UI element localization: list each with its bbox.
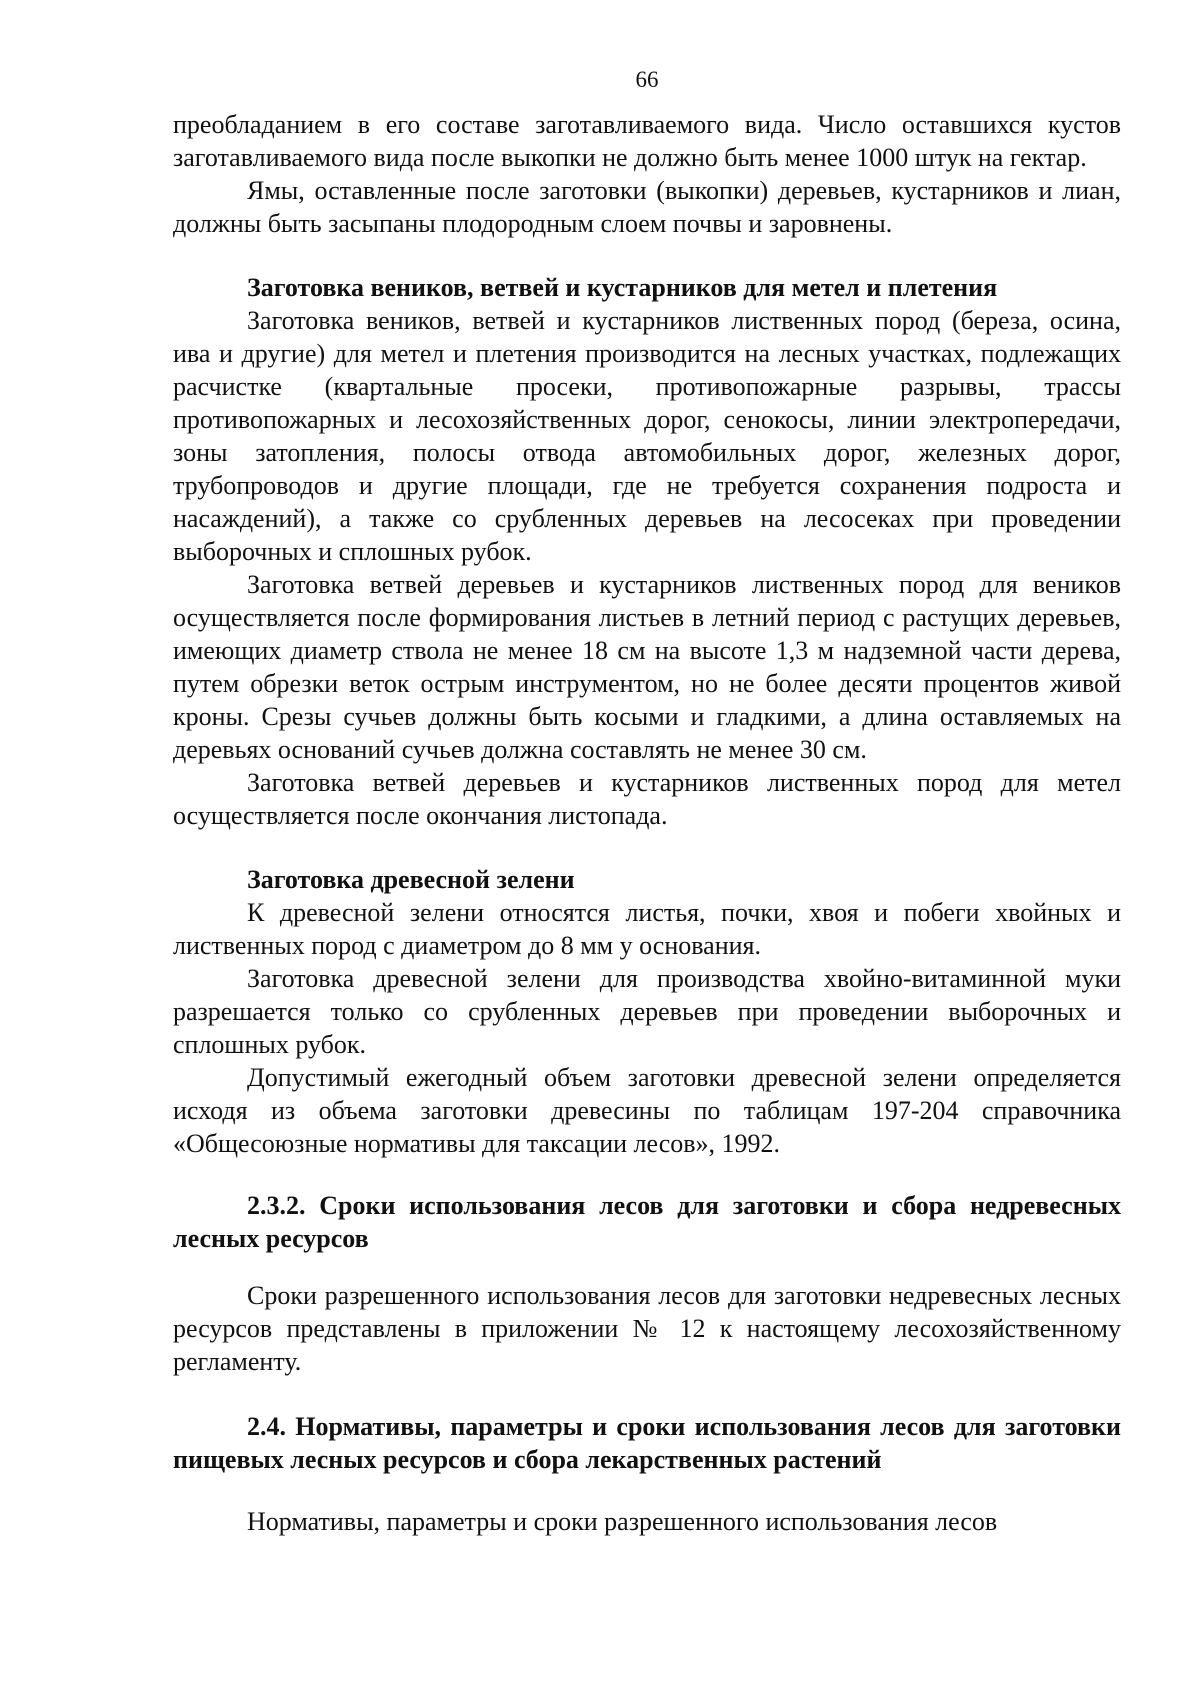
spacer xyxy=(173,1255,1121,1279)
section-heading-2-4: 2.4. Нормативы, параметры и сроки использования лесов для заготовки пищевых лесных ресурсов и сбора лекарственных растений xyxy=(173,1412,1121,1474)
spacer xyxy=(173,832,1121,863)
document-page xyxy=(173,66,1121,1538)
section-2-4-paragraph: Нормативы, параметры и сроки разрешенного использования лесов xyxy=(247,1507,998,1536)
spacer xyxy=(173,240,1121,271)
intro-paragraph-2: Ямы, оставленные после заготовки (выкопки) деревьев, кустарников и лиан, должны быть засыпаны плодородным слоем почвы и заровнены. xyxy=(173,176,1121,238)
brooms-paragraph-2: Заготовка ветвей деревьев и кустарников лиственных пород для веников осуществляется после формирования листьев в летний период с растущих деревьев, имеющих диаметр ствола не менее 18 см на высоте 1,3 м надземной части дерева, путем обрезки веток острым инструментом, но не более десяти процентов живой кроны. Срезы сучьев должны быть косыми и гладкими, а длина оставляемых на деревьях оснований сучьев должна составлять не менее 30 см. xyxy=(173,570,1121,764)
spacer xyxy=(173,1378,1121,1410)
spacer xyxy=(173,1476,1121,1505)
greenery-paragraph-2: Заготовка древесной зелени для производства хвойно-витаминной муки разрешается только со срубленных деревьев при проведении выборочных и сплошных рубок. xyxy=(173,964,1121,1059)
section-heading-greenery: Заготовка древесной зелени xyxy=(247,865,575,894)
greenery-paragraph-3: Допустимый ежегодный объем заготовки древесной зелени определяется исходя из объема заготовки древесины по таблицам 197-204 справочника «Общесоюзные нормативы для таксации лесов», 1992. xyxy=(173,1063,1121,1158)
brooms-paragraph-1: Заготовка веников, ветвей и кустарников лиственных пород (береза, осина, ива и другие) для метел и плетения производится на лесных участках, подлежащих расчистке (квартальные просеки, противопожарные разрывы, трассы противопожарных и лесохозяйственных дорог, сенокосы, линии электропередачи, зоны затопления, полосы отвода автомобильных дорог, железных дорог, трубопроводов и другие площади, где не требуется сохранения подроста и насаждений), а также со срубленных деревьев на лесосеках при проведении выборочных и сплошных рубок. xyxy=(173,306,1121,566)
greenery-paragraph-1: К древесной зелени относятся листья, почки, хвоя и побеги хвойных и лиственных пород с диаметром до 8 мм у основания. xyxy=(173,898,1121,960)
section-heading-2-3-2: 2.3.2. Сроки использования лесов для заготовки и сбора недревесных лесных ресурсов xyxy=(173,1191,1121,1253)
brooms-paragraph-3: Заготовка ветвей деревьев и кустарников лиственных пород для метел осуществляется после окончания листопада. xyxy=(173,768,1121,830)
section-heading-brooms: Заготовка веников, ветвей и кустарников для метел и плетения xyxy=(247,273,998,302)
page-number: 66 xyxy=(635,67,659,92)
spacer xyxy=(173,1160,1121,1189)
section-2-3-2-paragraph: Сроки разрешенного использования лесов для заготовки недревесных лесных ресурсов представлены в приложении № 12 к настоящему лесохозяйственному регламенту. xyxy=(173,1281,1121,1376)
intro-paragraph-1: преобладанием в его составе заготавливаемого вида. Число оставшихся кустов заготавливаемого вида после выкопки не должно быть менее 1000 штук на гектар. xyxy=(173,110,1121,172)
